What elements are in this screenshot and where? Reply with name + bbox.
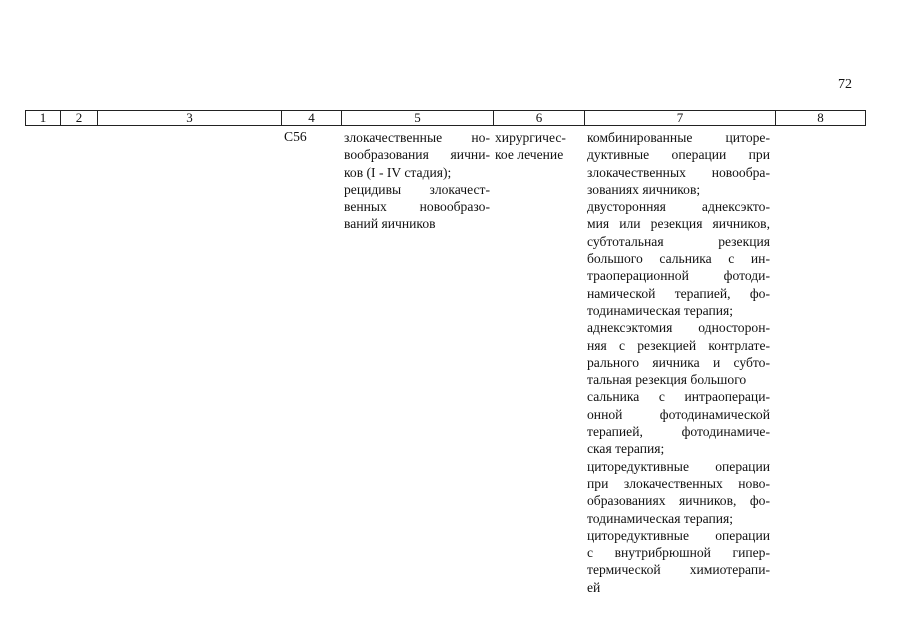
method-line: мия или резекция яичников, — [587, 216, 770, 232]
method-line: двусторонняя аднексэкто- — [587, 199, 770, 215]
cell-icd-code: C56 — [284, 129, 307, 144]
diagnosis-line: злокачественные но- — [344, 130, 490, 145]
header-col-5: 5 — [342, 111, 494, 125]
page-number: 72 — [838, 77, 852, 92]
diagnosis-line: ваний яичников — [344, 216, 436, 232]
method-line: комбинированные циторе- — [587, 130, 770, 145]
method-line: циторедуктивные операции — [587, 527, 770, 543]
header-col-3: 3 — [98, 111, 282, 125]
diagnosis-line: рецидивы злокачест- — [344, 181, 490, 197]
diagnosis-line: вообразования яични- — [344, 147, 490, 163]
method-line: ей — [587, 579, 601, 595]
table-header-row — [25, 110, 866, 126]
method-line: образованиях яичников, фо- — [587, 493, 770, 509]
method-line: рального яичника и субто- — [587, 354, 770, 370]
method-line: тодинамическая терапия; — [587, 510, 734, 526]
cell-diagnosis — [344, 129, 490, 233]
diagnosis-line: ков (I - IV стадия); — [344, 164, 452, 180]
method-line: няя с резекцией контрлате- — [587, 337, 770, 353]
header-col-4: 4 — [282, 111, 342, 125]
method-line: траоперационной фотоди- — [587, 268, 770, 284]
method-line: дуктивные операции при — [587, 147, 770, 163]
method-line: циторедуктивные операции — [587, 458, 770, 474]
method-line: термической химиотерапи- — [587, 562, 770, 578]
method-line: терапией, фотодинамиче- — [587, 424, 770, 440]
method-line: с внутрибрюшной гипер- — [587, 545, 770, 561]
method-line: тодинамическая терапия; — [587, 302, 734, 318]
method-line: злокачественных новообра- — [587, 164, 770, 180]
treatment-line: кое лечение — [495, 147, 564, 163]
method-line: аднексэктомия односторон- — [587, 320, 770, 336]
method-line: субтотальная резекция — [587, 233, 770, 249]
method-line: ская терапия; — [587, 441, 665, 457]
header-col-6: 6 — [494, 111, 585, 125]
header-col-7: 7 — [585, 111, 776, 125]
method-line: большого сальника с ин- — [587, 251, 770, 267]
cell-treatment-type — [495, 129, 581, 164]
treatment-line: хирургичес- — [495, 130, 566, 145]
method-line: намической терапией, фо- — [587, 285, 770, 301]
method-line: зованиях яичников; — [587, 181, 701, 197]
method-line: онной фотодинамической — [587, 406, 770, 422]
header-col-8: 8 — [817, 110, 824, 125]
header-col-2: 2 — [61, 111, 98, 125]
header-col-1: 1 — [26, 111, 61, 125]
method-line: при злокачественных ново- — [587, 475, 770, 491]
method-line: сальника с интраопераци- — [587, 389, 770, 405]
cell-treatment-methods — [587, 129, 770, 596]
diagnosis-line: венных новообразо- — [344, 199, 490, 215]
method-line: тальная резекция большого — [587, 372, 747, 388]
